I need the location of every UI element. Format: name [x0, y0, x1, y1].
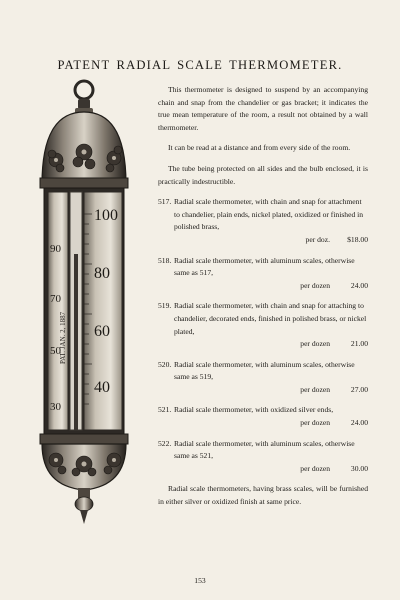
- product-list: [158, 196, 368, 475]
- item-description: Radial scale thermometer, with chain and snap for attachment to chandelier, plain ends, nickel plated, oxidized or finished in polished brass,: [174, 197, 364, 232]
- left-scale-label-50: 50: [50, 345, 61, 357]
- description-column: [158, 84, 368, 509]
- list-item: [158, 300, 368, 350]
- item-price: 30.00: [350, 463, 368, 473]
- item-number: 521.: [158, 405, 172, 415]
- left-scale-label-30: 30: [50, 401, 61, 413]
- item-description: Radial scale thermometer, with oxidized silver ends,: [174, 405, 334, 415]
- patent-text: PAT. JAN. 2, 1887: [59, 311, 67, 364]
- footer-note: Radial scale thermometers, having brass scales, will be furnished in either silver or oxidized finish at same price.: [158, 484, 368, 507]
- left-scale-label-90: 90: [50, 243, 61, 255]
- list-item: [158, 196, 368, 246]
- scale-label-80: 80: [94, 265, 110, 282]
- item-number: 517.: [158, 197, 172, 207]
- intro-paragraph-1: This thermometer is designed to suspend by an accompanying chain and snap from the chandelier or gas bracket; it indicates the true mean temperature of the room, a result not obtained by a wall thermometer.: [158, 85, 368, 132]
- item-price: 27.00: [350, 384, 368, 394]
- item-unit: per dozen: [300, 384, 330, 394]
- list-item: [158, 438, 368, 476]
- left-scale-label-70: 70: [50, 293, 61, 305]
- intro-paragraph-2: It can be read at a distance and from every side of the room.: [168, 143, 351, 153]
- item-description: Radial scale thermometer, with aluminum scales, otherwise same as 517,: [174, 255, 355, 278]
- item-price: $18.00: [347, 234, 368, 244]
- item-price: 24.00: [350, 280, 368, 290]
- item-unit: per dozen: [300, 418, 330, 428]
- item-description: Radial scale thermometer, with chain and snap for attaching to chandelier, decorated ends, finished in polished brass, or nickel plated,: [174, 301, 367, 336]
- item-unit: per dozen: [300, 280, 330, 290]
- list-item: [158, 255, 368, 293]
- scale-label-60: 60: [94, 323, 110, 340]
- item-number: 519.: [158, 301, 172, 311]
- item-price: 24.00: [350, 418, 368, 428]
- item-description: Radial scale thermometer, with aluminum scales, otherwise same as 521,: [174, 438, 355, 461]
- intro-paragraph-3: The tube being protected on all sides and the bulb enclosed, it is practically indestructible.: [158, 163, 368, 186]
- page-number: 153: [194, 576, 206, 585]
- item-unit: per dozen: [300, 339, 330, 349]
- page-title: PATENT RADIAL SCALE THERMOMETER.: [57, 58, 343, 73]
- thermometer-illustration: [32, 74, 160, 554]
- item-description: Radial scale thermometer, with aluminum scales, otherwise same as 519,: [174, 359, 355, 382]
- item-number: 522.: [158, 438, 172, 448]
- item-unit: per dozen: [300, 463, 330, 473]
- list-item: [158, 359, 368, 397]
- item-price: 21.00: [350, 339, 368, 349]
- list-item: [158, 404, 368, 429]
- hanging-ring: [75, 81, 93, 99]
- item-unit: per doz.: [305, 234, 330, 244]
- scale-label-40: 40: [94, 379, 110, 396]
- scale-label-100: 100: [94, 207, 118, 224]
- item-number: 520.: [158, 359, 172, 369]
- item-number: 518.: [158, 255, 172, 265]
